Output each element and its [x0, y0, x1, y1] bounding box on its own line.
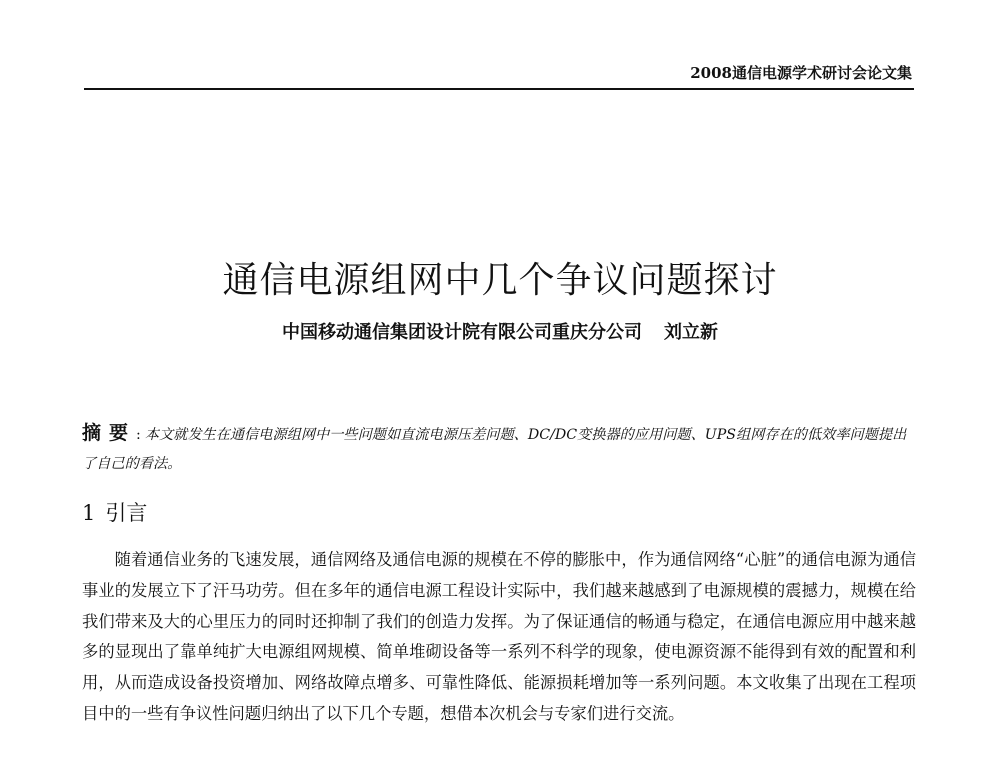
- abstract: [82, 419, 918, 479]
- paper-title: 通信电源组网中几个争议问题探讨: [222, 260, 778, 301]
- abstract-label: 摘要: [82, 422, 137, 444]
- abstract-text: 本文就发生在通信电源组网中一些问题如直流电源压差问题、DC/DC变换器的应用问题、UPS组网存在的低效率问题提出了自己的看法。: [82, 427, 907, 472]
- author-name: 刘立新: [664, 322, 718, 343]
- header-rule: [84, 88, 914, 90]
- introduction-paragraph: 随着通信业务的飞速发展，通信网络及通信电源的规模在不停的膨胀中，作为通信网络“心脏”的通信电源为通信事业的发展立下了汗马功劳。但在多年的通信电源工程设计实际中，我们越来越感到了电源规模的震撼力，规模在给我们带来及大的心里压力的同时还抑制了我们的创造力发挥。为了保证通信的畅通与稳定，在通信电源应用中越来越多的显现出了靠单纯扩大电源组网规模、简单堆砌设备等一系列不科学的现象，使电源资源不能得到有效的配置和利用，从而造成设备投资增加、网络故障点增多、可靠性降低、能源损耗增加等一系列问题。本文收集了出现在工程项目中的一些有争议性问题归纳出了以下几个专题，想借本次机会与专家们进行交流。: [82, 550, 916, 723]
- running-header: 2008通信电源学术研讨会论文集: [690, 64, 912, 82]
- affiliation: 中国移动通信集团设计院有限公司重庆分公司: [282, 322, 642, 343]
- section-number: 1: [82, 501, 96, 525]
- section-heading-introduction: [82, 497, 147, 527]
- abstract-colon: :: [136, 427, 141, 443]
- section-title: 引言: [105, 501, 148, 525]
- author-line: [0, 318, 1000, 344]
